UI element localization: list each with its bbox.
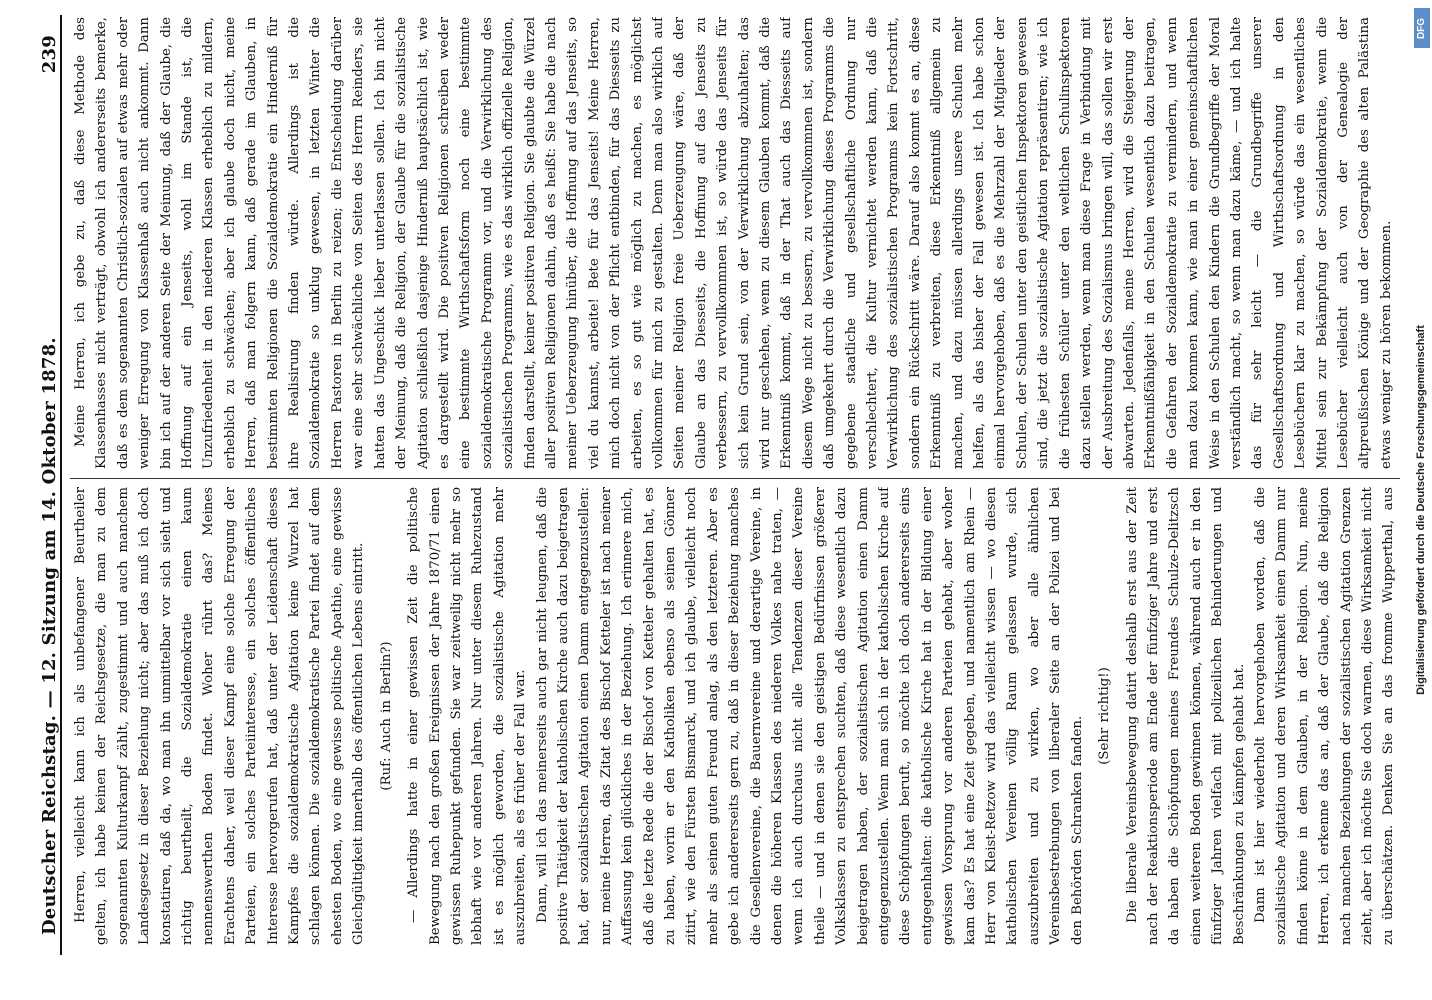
rotated-page [20, 15, 1420, 955]
interjection: (Sehr richtig!) [1097, 667, 1113, 765]
paragraph [1397, 17, 1400, 469]
page-header [20, 15, 62, 955]
paragraph: Dann ist hier wiederholt hervorgehoben worden, daß die sozialistische Agitation und deren Wirksamkeit einen Damm nur finden könne in dem Glauben, in der Religion. Nun, meine Herren, ich erkenne das an, daß der Glaube, daß die Religion nach manchen Beziehungen der sozialistischen Agitation Grenzen zieht, aber ich möchte Sie doch warnen, diese Wirksamkeit nicht zu überschätzen. Denken Sie an das fromme Wupperthal, aus [1252, 487, 1397, 945]
dfg-logo-badge [1414, 8, 1430, 48]
left-column [70, 487, 1400, 945]
interjection: (Ruf: Auch in Berlin?) [378, 641, 394, 791]
paragraph: Die liberale Vereinsbewegung datirt deshalb erst aus der Zeit nach der Reaktionsperiode am Ende der fünfziger Jahre und erst da haben die Schöpfungen meines Freundes Schulze-Delitzsch einen weiteren Boden gewinnen können, während auch er in den fünfziger Jahren vielfach mit polizeilichen Behinderungen und Beschränkungen zu kämpfen gehabt hat. [1124, 487, 1247, 945]
page-number: 239 [39, 35, 60, 74]
paragraph: — Allerdings hatte in einer gewissen Zeit die politische Bewegung nach den großen Ereignissen der Jahre 1870/71 einen gewissen Ruhepunkt gefunden. Sie war zeitweilig nicht mehr so lebhaft wie vor anderen Jahren. Nur unter diesem Ruhezustand ist es möglich geworden, die sozialistische Agitation mehr auszubreiten, als es früher der Fall war. [406, 487, 529, 945]
paragraph: Meine Herren, ich gebe zu, daß diese Methode des Klassenhasses nicht verträgt, obwohl ich andererseits bemerke, daß es dem sogenannten Christlich-sozialen auf etwas mehr oder weniger Erregung von Klassenhaß auch nicht ankommt. Dann bin ich auf der anderen Seite der Meinung, daß der Glaube, die Hoffnung auf ein Jenseits, wohl im Stande ist, die Unzufriedenheit in den niederen Klassen erheblich zu mildern, erheblich zu schwächen; aber ich glaube doch nicht, meine Herren, daß man folgern kann, daß gerade im Glauben, in bestimmten Religionen die Sozialdemokratie ein Hinderniß für ihre Realisirung finden würde. Allerdings ist die Sozialdemokratie so unklug gewesen, in letzten Winter die Herren Pastoren in Berlin zu reizen; die Entscheidung darüber war eine sehr schwächliche von Seiten des Herrn Reinders, sie hatten das Ungeschick lieber unterlassen sollen. Ich bin nicht der Meinung, daß die Religion, der Glaube für die sozialistische Agitation schließlich dasjenige Hinderniß hauptsächlich ist, wie es dargestellt wird. Die positiven Religionen schreiben weder eine bestimmte Wirthschaftsform noch eine bestimmte sozialdemokratische Programm vor, und die Verwirklichung des sozialistischen Programms, wie es das wirklich offizielle Religion, finden darstellt, keiner positiven Religion. Sie glaubte die Würzel aller positiven Religionen dahin, daß es heißt: Sie habe die nach meiner Ueberzeugung hinüber, die Hoffnung auf das Jenseits, so viel du kannst, arbeite! Bete für das Jenseits! Meine Herren, mich doch nicht von der Pflicht entbinden, für das Diesseits zu arbeiten, es so gut wie möglich zu machen, es möglichst vollkommen für mich zu gestalten. Denn man also wirklich auf Seiten meiner Religion freie Ueberzeugung wäre, daß der Glaube an das Diesseits, die Hoffnung auf das Jenseits zu verbessern, zu vervollkommnen ist, so würde das Jenseits für sich kein Grund sein, von der Verwirklichung abzuhalten; das wird nur geschehen, wenn zu diesem Glauben kommt, daß die Erkenntniß kommt, daß in der That auch das Diesseits auf diesem Wege nicht zu bessern, zu vervollkommnen ist, sondern daß umgekehrt durch die Verwirklichung dieses Programms die gegebene staatliche und gesellschaftliche Ordnung nur verschlechtert, die Kultur vernichtet werden kann, daß die Verwirklichung des sozialistischen Programms kein Fortschritt, sondern ein Rückschritt wäre. Darauf also kommt es an, diese Erkenntniß zu verbreiten, diese Erkenntniß allgemein zu machen, und dazu müssen allerdings unsere Schulen mehr helfen, als das bisher der Fall gewesen ist. Ich habe schon einmal hervorgehoben, daß es die Mehrzahl der Mitglieder der Schulen, der Schulen unter den geistlichen Inspektoren gewesen sind, die jetzt die sozialistische Agitation repräsentiren; wie ich die frühesten Schüler unter den weltlichen Schulinspektoren dazu stellen werden, wenn man diese Frage in Verbindung mit der Ausbreitung des Sozialismus bringen will, das sollen wir erst abwarten. Jedenfalls, meine Herren, wird die Steigerung der Erkenntnißfähigkeit in den Schulen wesentlich dazu beitragen, die Gefahren der Sozialdemokratie zu vermindern, und wenn man dazu kommen kann, wie man in einer gemeinschaftlichen Weise in den Schulen den Kindern die Grundbegriffe der Moral verständlich macht, so wenn man dazu käme, — und ich halte das für sehr leicht — die Grundbegriffe unserer Gesellschaftsordnung und Wirthschaftsordnung in den Lesebüchern klar zu machen, so würde das ein wesentliches Mittel sein zur Bekämpfung der Sozialdemokratie, wenn die Lesebücher vielleicht auch von der Genealogie der altpreußischen Könige und der Geographie des alten Palästina etwas weniger zu hören bekommen. [73, 17, 1394, 469]
page-header-title: Deutscher Reichstag. — 12. Sitzung am 14. Oktober 1878. [39, 337, 60, 935]
text-columns [70, 15, 1400, 955]
paragraph: Herren, vielleicht kann ich als unbefangener Beurtheiler gelten, ich habe keinen der Reichsgesetze, die man zu dem sogenannten Kulturkampf zählt, zugestimmt und auch manchem Landesgesetz in dieser Beziehung nicht; aber das muß ich doch konstatiren, daß da, wo man ihn unmittelbar vor sich sieht und richtig beurtheilt, die Sozialdemokratie einen kaum nennenswerthen Boden findet. Woher rührt das? Meines Erachtens daher, weil dieser Kampf eine solche Erregung der Parteien, ein solches Parteiinteresse, ein solches öffentliches Interesse hervorgerufen hat, daß unter der Leidenschaft dieses Kampfes die sozialdemokratische Agitation keine Wurzel hat schlagen können. Die sozialdemokratische Partei findet auf dem ehesten Boden, wo eine gewisse politische Apathie, eine gewisse Gleichgültigkeit innerhalb des öffentlichen Lebens eintritt. [73, 487, 367, 945]
digitization-imprint: Digitalisierung gefördert durch die Deutsche Forschungsgemeinschaft [1415, 325, 1427, 695]
right-column [70, 17, 1400, 469]
column-divider [70, 478, 1400, 479]
paragraph: Dann, will ich das meinerseits auch gar nicht leugnen, daß die positive Thätigkeit der katholischen Kirche auch dazu beigetragen hat, der sozialistischen Agitation einen Damm entgegenzustellen: nur, meine Herren, das Zitat des Bischof Ketteler ist nach meiner Auffassung kein glückliches in der Beziehung. Ich erinnere mich, daß die letzte Rede die der Bischof von Ketteler gehalten hat, es zu haben, worin er den Katholiken ebenso als seinen Gönner zitirt, wie den Fürsten Bismarck, und ich glaube, vielleicht noch mehr als seinen guten Freund anlag, als den letzteren. Aber es gebe ich andererseits gern zu, daß in dieser Beziehung manches die Gesellenvereine, die Bauernvereine und derartige Vereine, in denen die höheren Klassen des niederen Volkes nahe traten, — wenn ich auch durchaus nicht alle Tendenzen dieser Vereine theile — und in denen sie den geistigen Bedürfnissen größerer Volksklassen zu entsprechen suchten, daß diese wesentlich dazu beigetragen haben, der sozialistischen Agitation einen Damm entgegenzustellen. Wenn man sich in der katholischen Kirche auf diese Schöpfungen beruft, so möchte ich doch andererseits eins entgegenhalten: die katholische Kirche hat in der Bildung einer gewissen Vorsprung vor anderen Parteien gehabt, aber woher kam das? Es hat eine Zeit gegeben, und namentlich am Rhein — Herr von Kleist-Retzow wird das vielleicht wissen — wo diesen katholischen Vereinen völlig Raum gelassen wurde, sich auszubreiten und zu wirken, wo aber alle ähnlichen Vereinsbestrebungen von liberaler Seite an der Polizei und bei den Behörden Schranken fanden. [534, 487, 1085, 945]
dfg-badge-label: DFG [1416, 17, 1428, 39]
